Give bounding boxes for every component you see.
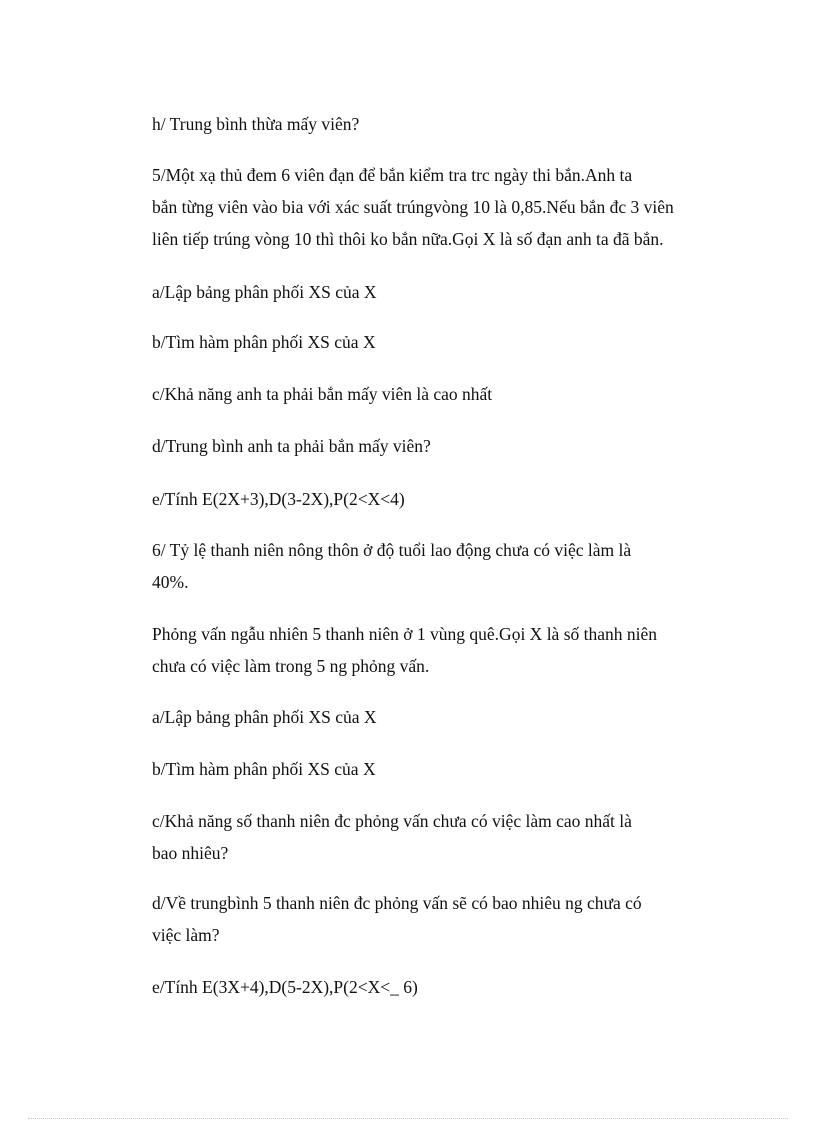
paragraph-line: h/ Trung bình thừa mấy viên? xyxy=(152,114,360,134)
paragraph-problem-6 xyxy=(118,534,708,598)
paragraph-6e xyxy=(118,971,708,1003)
paragraph-line: việc làm? xyxy=(152,925,220,945)
paragraph-line: b/Tìm hàm phân phối XS của X xyxy=(152,759,376,779)
paragraph-line: chưa có việc làm trong 5 ng phỏng vấn. xyxy=(152,656,430,676)
paragraph-line: c/Khả năng anh ta phải bắn mấy viên là cao nhất xyxy=(152,384,493,404)
paragraph-line: liên tiếp trúng vòng 10 thì thôi ko bắn nữa.Gọi X là số đạn anh ta đã bắn. xyxy=(152,229,664,249)
paragraph-5e xyxy=(118,483,708,515)
paragraph-5b xyxy=(118,326,708,358)
paragraph-line: e/Tính E(3X+4),D(5-2X),P(2<X<_ 6) xyxy=(152,977,418,997)
paragraph-line: d/Về trungbình 5 thanh niên đc phỏng vấn sẽ có bao nhiêu ng chưa có xyxy=(152,893,642,913)
paragraph-6d xyxy=(118,887,708,951)
paragraph-line: Phỏng vấn ngẫu nhiên 5 thanh niên ở 1 vùng quê.Gọi X là số thanh niên xyxy=(152,624,658,644)
paragraph-line: a/Lập bảng phân phối XS của X xyxy=(152,707,377,727)
paragraph-phong-van xyxy=(118,618,708,682)
paragraph-problem-5 xyxy=(118,159,708,255)
paragraph-line: 40%. xyxy=(152,572,189,592)
paragraph-line: e/Tính E(2X+3),D(3-2X),P(2<X<4) xyxy=(152,489,405,509)
paragraph-5d xyxy=(118,430,708,462)
paragraph-line: d/Trung bình anh ta phải bắn mấy viên? xyxy=(152,436,431,456)
paragraph-6a xyxy=(118,701,708,733)
paragraph-6b xyxy=(118,753,708,785)
paragraph-5c xyxy=(118,378,708,410)
paragraph-5a xyxy=(118,276,708,308)
paragraph-line: 6/ Tỷ lệ thanh niên nông thôn ở độ tuổi lao động chưa có việc làm là xyxy=(152,540,632,560)
paragraph-line: b/Tìm hàm phân phối XS của X xyxy=(152,332,376,352)
paragraph-line: a/Lập bảng phân phối XS của X xyxy=(152,282,377,302)
paragraph-line: 5/Một xạ thủ đem 6 viên đạn để bắn kiểm tra trc ngày thi bắn.Anh ta xyxy=(152,165,633,185)
paragraph-line: c/Khả năng số thanh niên đc phỏng vấn chưa có việc làm cao nhất là xyxy=(152,811,632,831)
page-bottom-divider xyxy=(28,1118,788,1119)
paragraph-line: bao nhiêu? xyxy=(152,843,229,863)
paragraph-6c xyxy=(118,805,708,869)
paragraph-line: bắn từng viên vào bia với xác suất trúngvòng 10 là 0,85.Nếu bắn đc 3 viên xyxy=(152,197,674,217)
paragraph-h-trung-binh xyxy=(118,108,708,140)
